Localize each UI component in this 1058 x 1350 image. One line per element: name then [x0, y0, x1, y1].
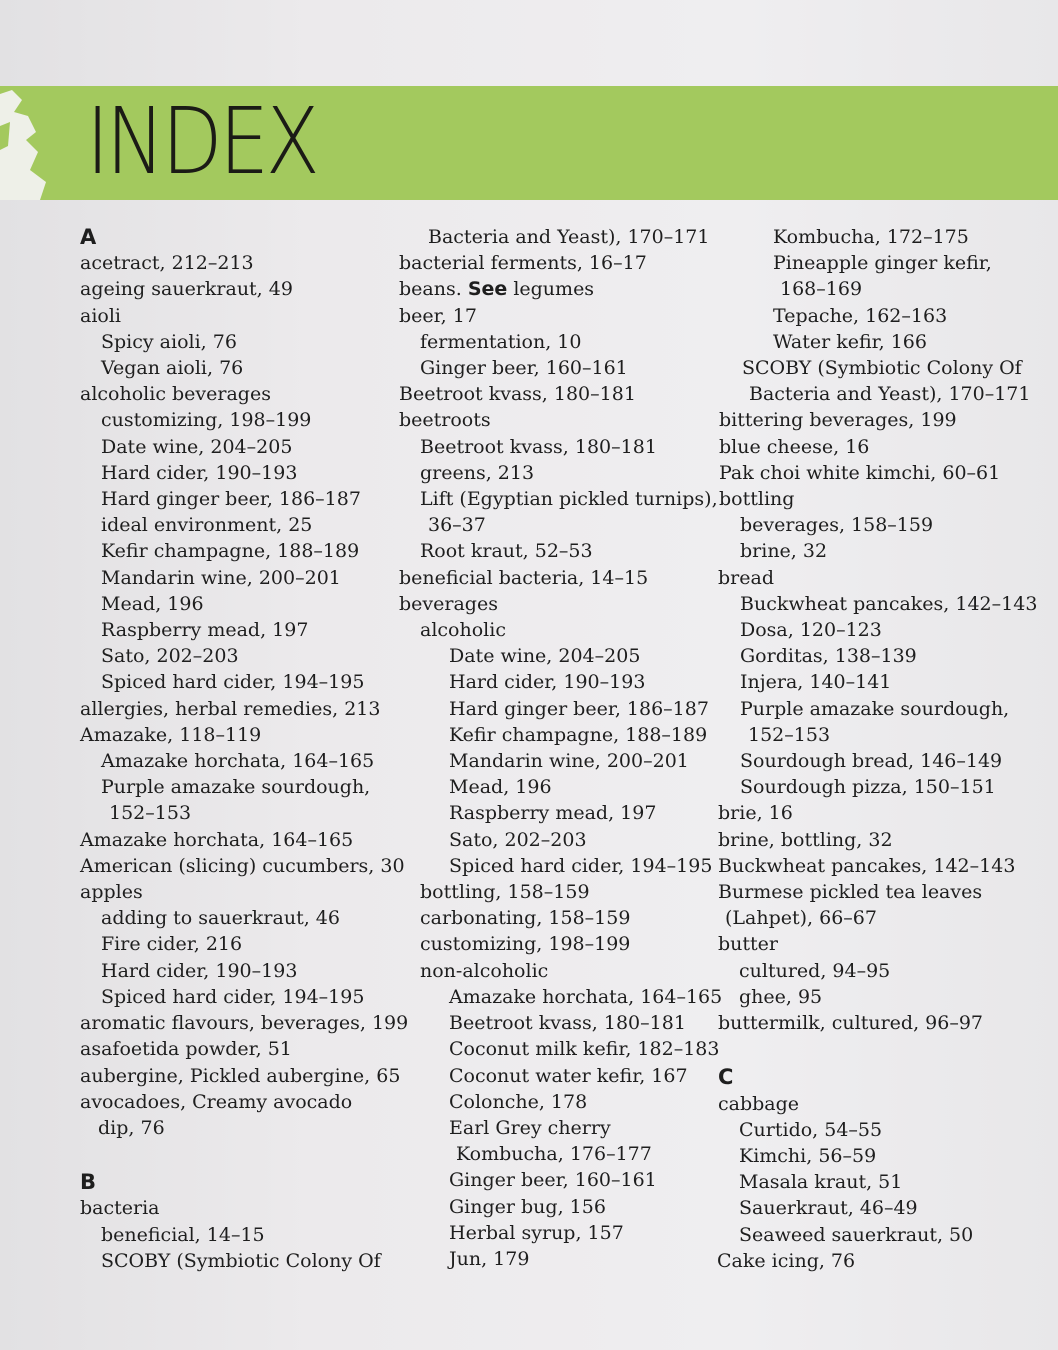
index-subentry: Sauerkraut, 46–49 — [739, 1197, 918, 1220]
index-subsubentry: Beetroot kvass, 180–181 — [449, 1012, 686, 1035]
page-title: INDEX — [86, 88, 317, 195]
index-entry: alcoholic beverages — [80, 383, 271, 406]
index-continuation: dip, 76 — [98, 1116, 165, 1139]
index-subentry: Masala kraut, 51 — [739, 1171, 903, 1194]
index-subentry: Mandarin wine, 200–201 — [101, 566, 341, 589]
index-column-1 — [80, 224, 409, 1274]
leaf-decoration-icon — [0, 86, 60, 200]
index-entry: beer, 17 — [399, 304, 477, 327]
index-entry: blue cheese, 16 — [719, 435, 870, 458]
index-subentry: Beetroot kvass, 180–181 — [420, 435, 657, 458]
index-subentry: customizing, 198–199 — [101, 409, 312, 432]
index-entry: apples — [80, 881, 143, 904]
index-entry: avocadoes, Creamy avocado — [80, 1090, 353, 1113]
index-subentry: Kefir champagne, 188–189 — [101, 540, 360, 563]
index-subentry: Purple amazake sourdough, — [101, 776, 371, 799]
index-subentry: Sato, 202–203 — [101, 645, 239, 668]
index-subentry: Date wine, 204–205 — [101, 435, 293, 458]
section-letter-a: A — [80, 225, 97, 249]
index-subentry: beneficial, 14–15 — [101, 1223, 265, 1246]
index-entry: Buckwheat pancakes, 142–143 — [718, 854, 1016, 877]
index-entry: bittering beverages, 199 — [719, 409, 957, 432]
index-subsubentry: Water kefir, 166 — [773, 330, 927, 353]
index-subentry: bottling, 158–159 — [420, 881, 590, 904]
index-column-3 — [717, 224, 1038, 1274]
index-subsubentry: Hard ginger beer, 186–187 — [449, 697, 709, 720]
index-subentry: Hard ginger beer, 186–187 — [101, 488, 361, 511]
index-subentry: greens, 213 — [420, 461, 535, 484]
index-subsubentry: Hard cider, 190–193 — [449, 671, 646, 694]
index-subsubentry: Colonche, 178 — [449, 1090, 588, 1113]
index-entry: bacteria — [80, 1197, 160, 1220]
index-subsubentry: Mandarin wine, 200–201 — [449, 750, 689, 773]
index-continuation: Bacteria and Yeast), 170–171 — [428, 226, 710, 248]
index-subsubentry: Herbal syrup, 157 — [449, 1221, 624, 1244]
index-subsubentry: Kombucha, 172–175 — [773, 226, 969, 248]
index-entry: Pak choi white kimchi, 60–61 — [719, 461, 1001, 484]
index-entry: acetract, 212–213 — [80, 252, 254, 275]
index-subentry: carbonating, 158–159 — [420, 907, 631, 930]
index-subentry: ghee, 95 — [739, 985, 823, 1008]
index-entry: buttermilk, cultured, 96–97 — [718, 1012, 984, 1035]
index-entry: cabbage — [718, 1092, 800, 1115]
index-entry: brine, bottling, 32 — [718, 828, 893, 851]
index-subentry: Root kraut, 52–53 — [420, 540, 593, 563]
index-subsubentry: Tepache, 162–163 — [773, 304, 948, 327]
index-subentry: Raspberry mead, 197 — [101, 619, 309, 642]
index-subentry: beverages, 158–159 — [740, 514, 934, 537]
index-subsubentry: Sato, 202–203 — [449, 828, 587, 851]
index-subentry: Dosa, 120–123 — [740, 619, 882, 642]
index-entry: beetroots — [399, 409, 491, 432]
index-subentry: Spicy aioli, 76 — [101, 330, 237, 353]
index-entry: bottling — [719, 488, 795, 511]
index-subentry: Mead, 196 — [101, 592, 204, 615]
index-entry: bread — [718, 566, 774, 589]
entry-text: beans. — [399, 278, 462, 301]
index-subentry: Hard cider, 190–193 — [101, 461, 298, 484]
index-subentry: fermentation, 10 — [420, 330, 582, 353]
index-subentry: Spiced hard cider, 194–195 — [101, 671, 365, 694]
index-subentry: ideal environment, 25 — [101, 514, 313, 537]
index-entry: allergies, herbal remedies, 213 — [80, 697, 381, 720]
index-subentry: brine, 32 — [740, 540, 828, 563]
index-subentry: SCOBY (Symbiotic Colony Of — [742, 357, 1022, 380]
index-subsubentry: Coconut milk kefir, 182–183 — [449, 1038, 720, 1061]
index-subsubentry: Amazake horchata, 164–165 — [449, 985, 723, 1008]
index-subentry: customizing, 198–199 — [420, 933, 631, 956]
index-entry: asafoetida powder, 51 — [80, 1038, 292, 1061]
index-entry: aioli — [80, 304, 121, 327]
index-entry: beneficial bacteria, 14–15 — [399, 566, 649, 589]
section-letter-c: C — [718, 1065, 734, 1090]
see-label: See — [467, 278, 508, 301]
index-subentry: Buckwheat pancakes, 142–143 — [740, 592, 1038, 615]
index-subentry: Vegan aioli, 76 — [101, 357, 244, 380]
index-continuation: 152–153 — [748, 723, 831, 746]
section-letter-b: B — [80, 1170, 97, 1195]
section-gap — [717, 1036, 1017, 1064]
section-gap — [80, 1141, 380, 1169]
index-entry: aromatic flavours, beverages, 199 — [80, 1012, 409, 1035]
index-subsubentry: Ginger beer, 160–161 — [449, 1169, 657, 1192]
index-subentry: Fire cider, 216 — [101, 933, 243, 956]
index-subentry: Ginger beer, 160–161 — [420, 357, 628, 380]
index-subentry: Lift (Egyptian pickled turnips), — [420, 488, 718, 511]
index-entry: Amazake horchata, 164–165 — [80, 828, 354, 851]
index-entry: aubergine, Pickled aubergine, 65 — [80, 1064, 401, 1087]
index-subentry: Hard cider, 190–193 — [101, 959, 298, 982]
index-subsubentry: Ginger bug, 156 — [449, 1195, 606, 1218]
index-subsubentry: Coconut water kefir, 167 — [449, 1064, 688, 1087]
index-continuation: 152–153 — [109, 802, 192, 825]
index-continuation: Kombucha, 176–177 — [456, 1143, 652, 1166]
index-subentry: Gorditas, 138–139 — [740, 645, 917, 668]
index-subentry: Spiced hard cider, 194–195 — [101, 985, 365, 1008]
see-target: legumes — [513, 278, 595, 301]
index-subsubentry: Jun, 179 — [449, 1247, 530, 1270]
index-subsubentry: Spiced hard cider, 194–195 — [449, 854, 713, 877]
index-subentry: Kimchi, 56–59 — [739, 1144, 877, 1167]
index-subsubentry: Mead, 196 — [449, 776, 552, 799]
index-subentry: Seaweed sauerkraut, 50 — [739, 1223, 974, 1246]
index-entry-cross-reference — [399, 276, 709, 302]
index-subsubentry: Earl Grey cherry — [449, 1116, 611, 1139]
index-subentry: SCOBY (Symbiotic Colony Of — [101, 1249, 381, 1272]
index-entry: Amazake, 118–119 — [80, 723, 262, 746]
index-entry: beverages — [399, 592, 498, 615]
index-subentry: Sourdough bread, 146–149 — [740, 750, 1003, 773]
index-entry: butter — [718, 933, 778, 956]
index-subsubentry: Pineapple ginger kefir, — [773, 252, 992, 275]
index-entry: Cake icing, 76 — [717, 1249, 856, 1272]
index-continuation: (Lahpet), 66–67 — [725, 907, 877, 930]
index-entry: American (slicing) cucumbers, 30 — [80, 854, 405, 877]
index-subsubentry: Kefir champagne, 188–189 — [449, 723, 708, 746]
index-continuation: 36–37 — [428, 514, 486, 537]
index-entry: bacterial ferments, 16–17 — [399, 252, 647, 275]
index-subentry: Purple amazake sourdough, — [740, 697, 1010, 720]
index-column-2 — [399, 224, 723, 1272]
index-subentry: cultured, 94–95 — [739, 959, 891, 982]
index-subsubentry: Raspberry mead, 197 — [449, 802, 657, 825]
index-entry: Beetroot kvass, 180–181 — [399, 383, 636, 406]
index-entry: ageing sauerkraut, 49 — [80, 278, 293, 301]
index-entry: Burmese pickled tea leaves — [718, 881, 983, 904]
index-subentry: alcoholic — [420, 619, 506, 642]
index-subsubentry: Date wine, 204–205 — [449, 645, 641, 668]
index-subentry: adding to sauerkraut, 46 — [101, 907, 340, 930]
index-subentry: Curtido, 54–55 — [739, 1118, 883, 1141]
index-subentry: Amazake horchata, 164–165 — [101, 750, 375, 773]
index-entry: brie, 16 — [718, 802, 793, 825]
index-subentry: non-alcoholic — [420, 959, 549, 982]
index-subentry: Injera, 140–141 — [740, 671, 892, 694]
index-continuation: Bacteria and Yeast), 170–171 — [749, 383, 1031, 406]
index-continuation: 168–169 — [780, 278, 863, 301]
index-subentry: Sourdough pizza, 150–151 — [740, 776, 996, 799]
